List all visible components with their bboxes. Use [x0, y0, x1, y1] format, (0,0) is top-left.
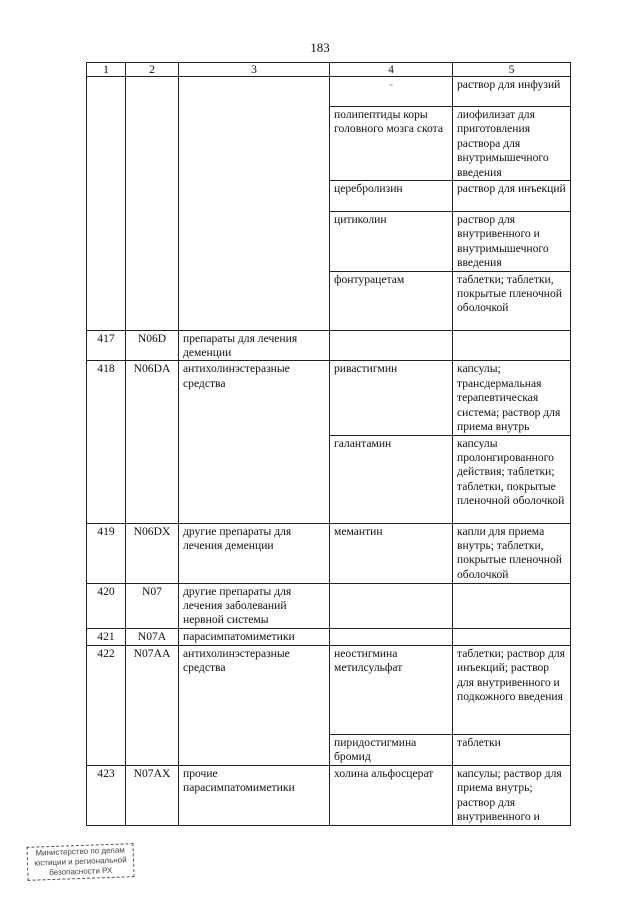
form-cell: таблетки; раствор для инъекций; раствор для внутривенного и подкожного введения	[453, 645, 571, 734]
code-cell: N06DX	[126, 523, 179, 583]
table-row	[87, 330, 571, 361]
num-cell: 418	[87, 361, 126, 523]
group-cell: другие препараты для лечения деменции	[179, 523, 330, 583]
drug-cell: холина альфосцерат	[330, 765, 453, 825]
table-row	[87, 523, 571, 583]
drug-cell: -	[330, 77, 453, 107]
form-cell: таблетки	[453, 734, 571, 765]
num-cell: 420	[87, 583, 126, 628]
form-cell: капсулы пролонгированного действия; таблетки; таблетки, покрытые пленочной оболочкой	[453, 435, 571, 523]
drug-cell: цитиколин	[330, 212, 453, 272]
group-cell: другие препараты для лечения заболеваний нервной системы	[179, 583, 330, 628]
num-cell: 422	[87, 645, 126, 765]
group-cell: антихолинэстеразные средства	[179, 361, 330, 523]
code-cell: N07A	[126, 628, 179, 645]
form-cell: раствор для инфузий	[453, 77, 571, 107]
column-number-row	[87, 63, 571, 77]
drug-cell	[330, 628, 453, 645]
stamp-line: Министерство по делам	[35, 845, 125, 858]
group-cell: препараты для лечения деменции	[179, 330, 330, 361]
group-cell: антихолинэстеразные средства	[179, 645, 330, 765]
code-cell: N07	[126, 583, 179, 628]
code-cell: N06DA	[126, 361, 179, 523]
official-stamp	[26, 843, 134, 881]
form-cell	[453, 583, 571, 628]
column-header-3: 3	[179, 63, 330, 77]
table-row	[87, 645, 571, 734]
form-cell: капсулы; раствор для приема внутрь; раствор для внутривенного и	[453, 765, 571, 825]
table-row	[87, 583, 571, 628]
drug-cell: фонтурацетам	[330, 271, 453, 330]
table-row	[87, 628, 571, 645]
drug-cell: галантамин	[330, 435, 453, 523]
code-cell: N06D	[126, 330, 179, 361]
page-number: 183	[310, 40, 330, 55]
drug-cell: пиридостигмина бромид	[330, 734, 453, 765]
column-header-1: 1	[87, 63, 126, 77]
form-cell: лиофилизат для приготовления раствора для внутримышечного введения	[453, 107, 571, 181]
column-header-5: 5	[453, 63, 571, 77]
drug-cell: церебролизин	[330, 181, 453, 212]
table-row	[87, 765, 571, 825]
table-row	[87, 77, 571, 107]
form-cell: таблетки; таблетки, покрытые пленочной оболочкой	[453, 271, 571, 330]
drug-cell	[330, 330, 453, 361]
num-cell	[87, 77, 126, 331]
code-cell: N07AX	[126, 765, 179, 825]
medicines-table	[86, 62, 571, 826]
stamp-line: безопасности РХ	[49, 865, 113, 878]
code-cell	[126, 77, 179, 331]
code-cell: N07AA	[126, 645, 179, 765]
stamp-line: юстиции и региональной	[34, 855, 127, 868]
form-cell: раствор для инъекций	[453, 181, 571, 212]
form-cell: раствор для внутривенного и внутримышечного введения	[453, 212, 571, 272]
drug-cell: полипептиды коры головного мозга скота	[330, 107, 453, 181]
group-cell: парасимпатомиметики	[179, 628, 330, 645]
num-cell: 421	[87, 628, 126, 645]
drug-cell: неостигмина метилсульфат	[330, 645, 453, 734]
group-cell: прочие парасимпатомиметики	[179, 765, 330, 825]
num-cell: 419	[87, 523, 126, 583]
table-row	[87, 361, 571, 435]
column-header-2: 2	[126, 63, 179, 77]
drug-cell: ривастигмин	[330, 361, 453, 435]
form-cell: капли для приема внутрь; таблетки, покрытые пленочной оболочкой	[453, 523, 571, 583]
form-cell: капсулы; трансдермальная терапевтическая система; раствор для приема внутрь	[453, 361, 571, 435]
column-header-4: 4	[330, 63, 453, 77]
num-cell: 423	[87, 765, 126, 825]
drug-cell	[330, 583, 453, 628]
drug-cell: мемантин	[330, 523, 453, 583]
form-cell	[453, 330, 571, 361]
form-cell	[453, 628, 571, 645]
group-cell	[179, 77, 330, 331]
num-cell: 417	[87, 330, 126, 361]
